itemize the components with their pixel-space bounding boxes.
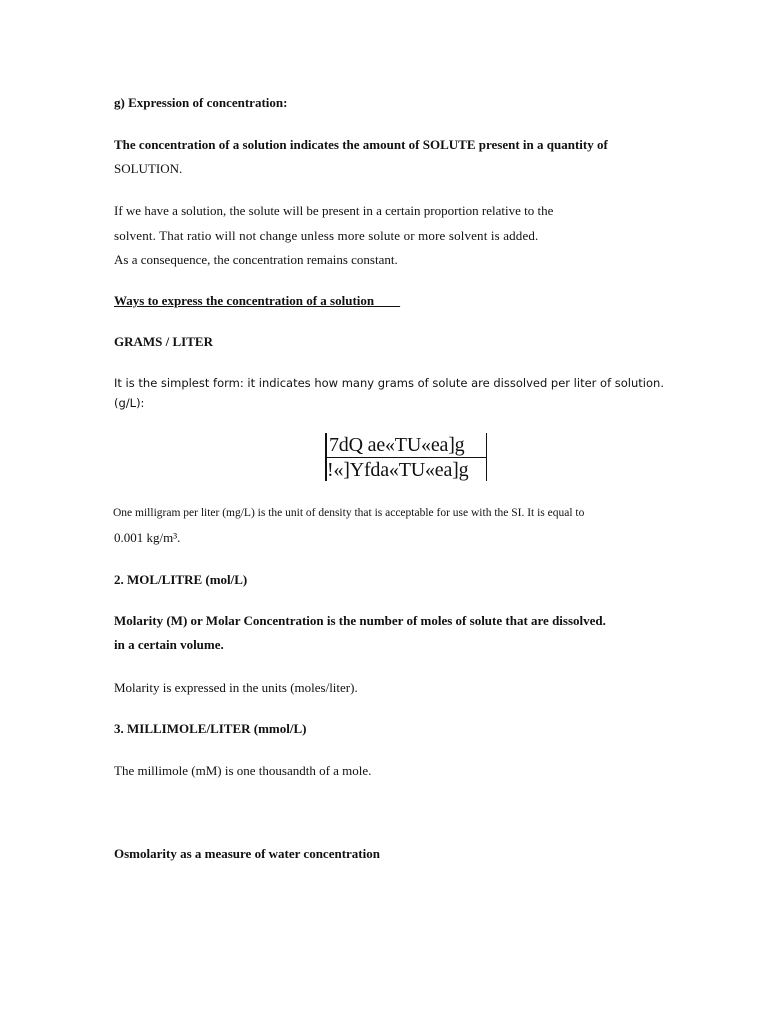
formula-denominator: !«]Yfda«TU«ea]g: [327, 459, 469, 481]
paragraph-line-3: As a consequence, the concentration remains constant.: [114, 252, 398, 267]
grams-liter-desc-line-2: (g/L):: [114, 396, 145, 410]
grams-liter-heading: GRAMS / LITER: [114, 334, 213, 349]
ways-heading-text: Ways to express the concentration of a solution: [114, 293, 375, 308]
mol-litre-heading: 2. MOL/LITRE (mol/L): [114, 572, 248, 587]
grams-liter-desc-line-1: It is the simplest form: it indicates how many grams of solute are dissolved per liter of solution.: [114, 376, 664, 390]
formula-divider: [325, 457, 487, 458]
definition-line-1: The concentration of a solution indicates the amount of SOLUTE present in a quantity of: [114, 137, 608, 152]
ways-heading-underline-tail: [374, 293, 400, 308]
millimole-desc: The millimole (mM) is one thousandth of a mole.: [114, 763, 372, 778]
millimole-heading: 3. MILLIMOLE/LITER (mmol/L): [114, 721, 307, 736]
formula-numerator: 7dQ ae«TU«ea]g: [329, 434, 465, 456]
molarity-units: Molarity is expressed in the units (moles/liter).: [114, 680, 358, 695]
paragraph-line-2: solvent. That ratio will not change unless more solute or more solvent is added.: [114, 228, 539, 243]
grams-liter-note-line-1: One milligram per liter (mg/L) is the unit of density that is acceptable for use with the SI. It is equal to: [113, 507, 585, 519]
section-heading: g) Expression of concentration:: [114, 95, 288, 110]
osmolarity-heading: Osmolarity as a measure of water concentration: [114, 846, 380, 861]
grams-liter-note-line-2: 0.001 kg/m³.: [114, 530, 181, 545]
paragraph-line-1: If we have a solution, the solute will be present in a certain proportion relative to the: [114, 203, 554, 218]
formula-image: [325, 432, 487, 484]
molarity-def-line-1: Molarity (M) or Molar Concentration is the number of moles of solute that are dissolved.: [114, 613, 606, 628]
definition-line-2: SOLUTION.: [114, 161, 183, 176]
molarity-def-line-2: in a certain volume.: [114, 637, 224, 652]
ways-heading: [114, 293, 400, 309]
